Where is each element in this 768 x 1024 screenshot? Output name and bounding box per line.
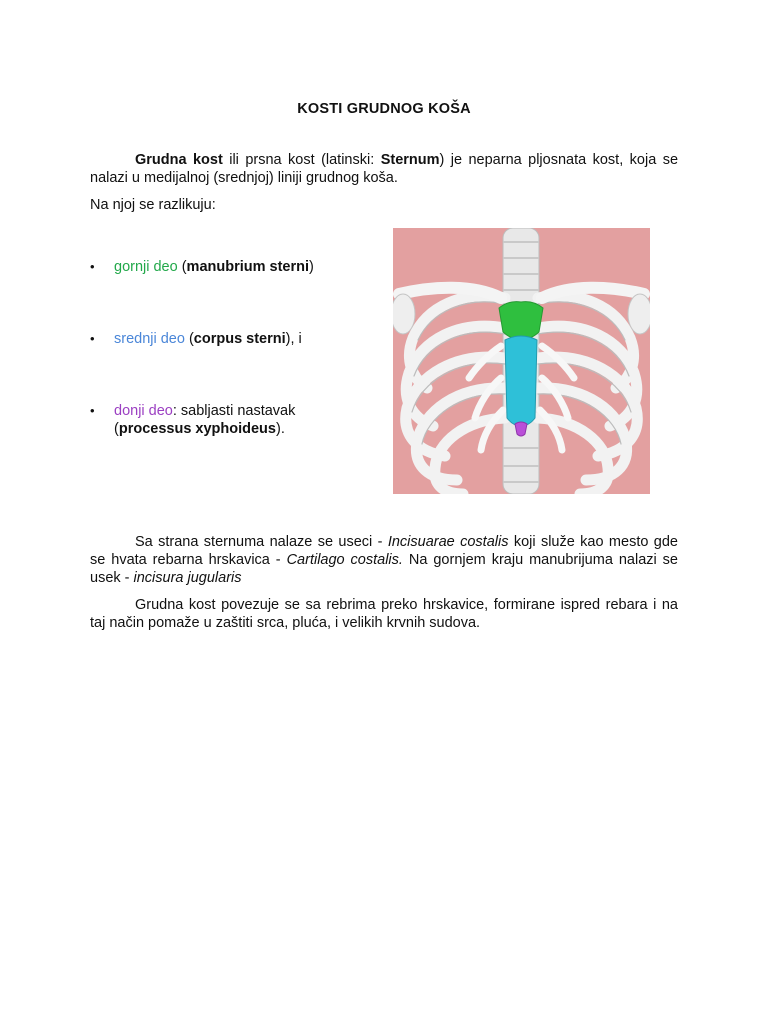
manubrium-sterni: [499, 302, 543, 340]
term-cartilago-costalis: Cartilago costalis.: [286, 552, 403, 568]
term-incisurae-costalis: Incisuarae costalis: [387, 534, 509, 550]
incisure-paragraph: [90, 533, 678, 587]
part-close: ): [309, 259, 314, 275]
part-name: gornji deo: [114, 259, 178, 275]
part-open: : sabljasti nastavak (: [114, 403, 296, 437]
page-title: KOSTI GRUDNOG KOŠA: [297, 101, 471, 117]
part-text: [114, 258, 364, 276]
part-close: ).: [275, 421, 285, 437]
term-grudna-kost: Grudna kost: [135, 152, 223, 168]
bullet-dot: •: [90, 403, 95, 418]
term-sternum: Sternum: [380, 152, 440, 168]
part-text: [114, 330, 364, 348]
part-latin: manubrium sterni: [186, 259, 310, 275]
part-close: ), i: [285, 331, 302, 347]
part-latin: corpus sterni: [193, 331, 286, 347]
part-latin: processus xyphoideus: [118, 421, 276, 437]
lead-paragraph: Na njoj se razlikuju:: [90, 197, 216, 213]
para3-text-1: Sa strana sternuma nalaze se useci -: [135, 534, 388, 550]
term-incisura-jugularis: incisura jugularis: [133, 570, 242, 586]
part-name: donji deo: [114, 403, 173, 419]
intro-text-b: ) je neparna pljosnata kost, koja se nalazi u medijalnoj (srednjoj) liniji grudnog koša.: [90, 152, 679, 186]
bullet-dot: •: [90, 331, 95, 346]
intro-paragraph: [90, 151, 678, 187]
processus-xyphoideus: [515, 422, 527, 436]
part-text: [114, 402, 364, 438]
part-open: (: [177, 259, 187, 275]
para3-text-3: Na gornjem kraju manubrijuma nalazi se usek -: [90, 552, 678, 586]
bullet-dot: •: [90, 259, 95, 274]
function-paragraph: Grudna kost povezuje se sa rebrima preko hrskavice, formirane ispred rebara i na taj način pomaže u zaštiti srca, pluća, i velikih krvnih sudova.: [90, 597, 678, 631]
part-name: srednji deo: [114, 331, 185, 347]
intro-text-a: ili prsna kost (latinski:: [222, 152, 381, 168]
rib-cage-illustration: [393, 228, 650, 494]
part-open: (: [184, 331, 194, 347]
para3-text-2: koji služe kao mesto gde se hvata rebarna hrskavica -: [90, 534, 678, 568]
corpus-sterni: [505, 336, 537, 426]
